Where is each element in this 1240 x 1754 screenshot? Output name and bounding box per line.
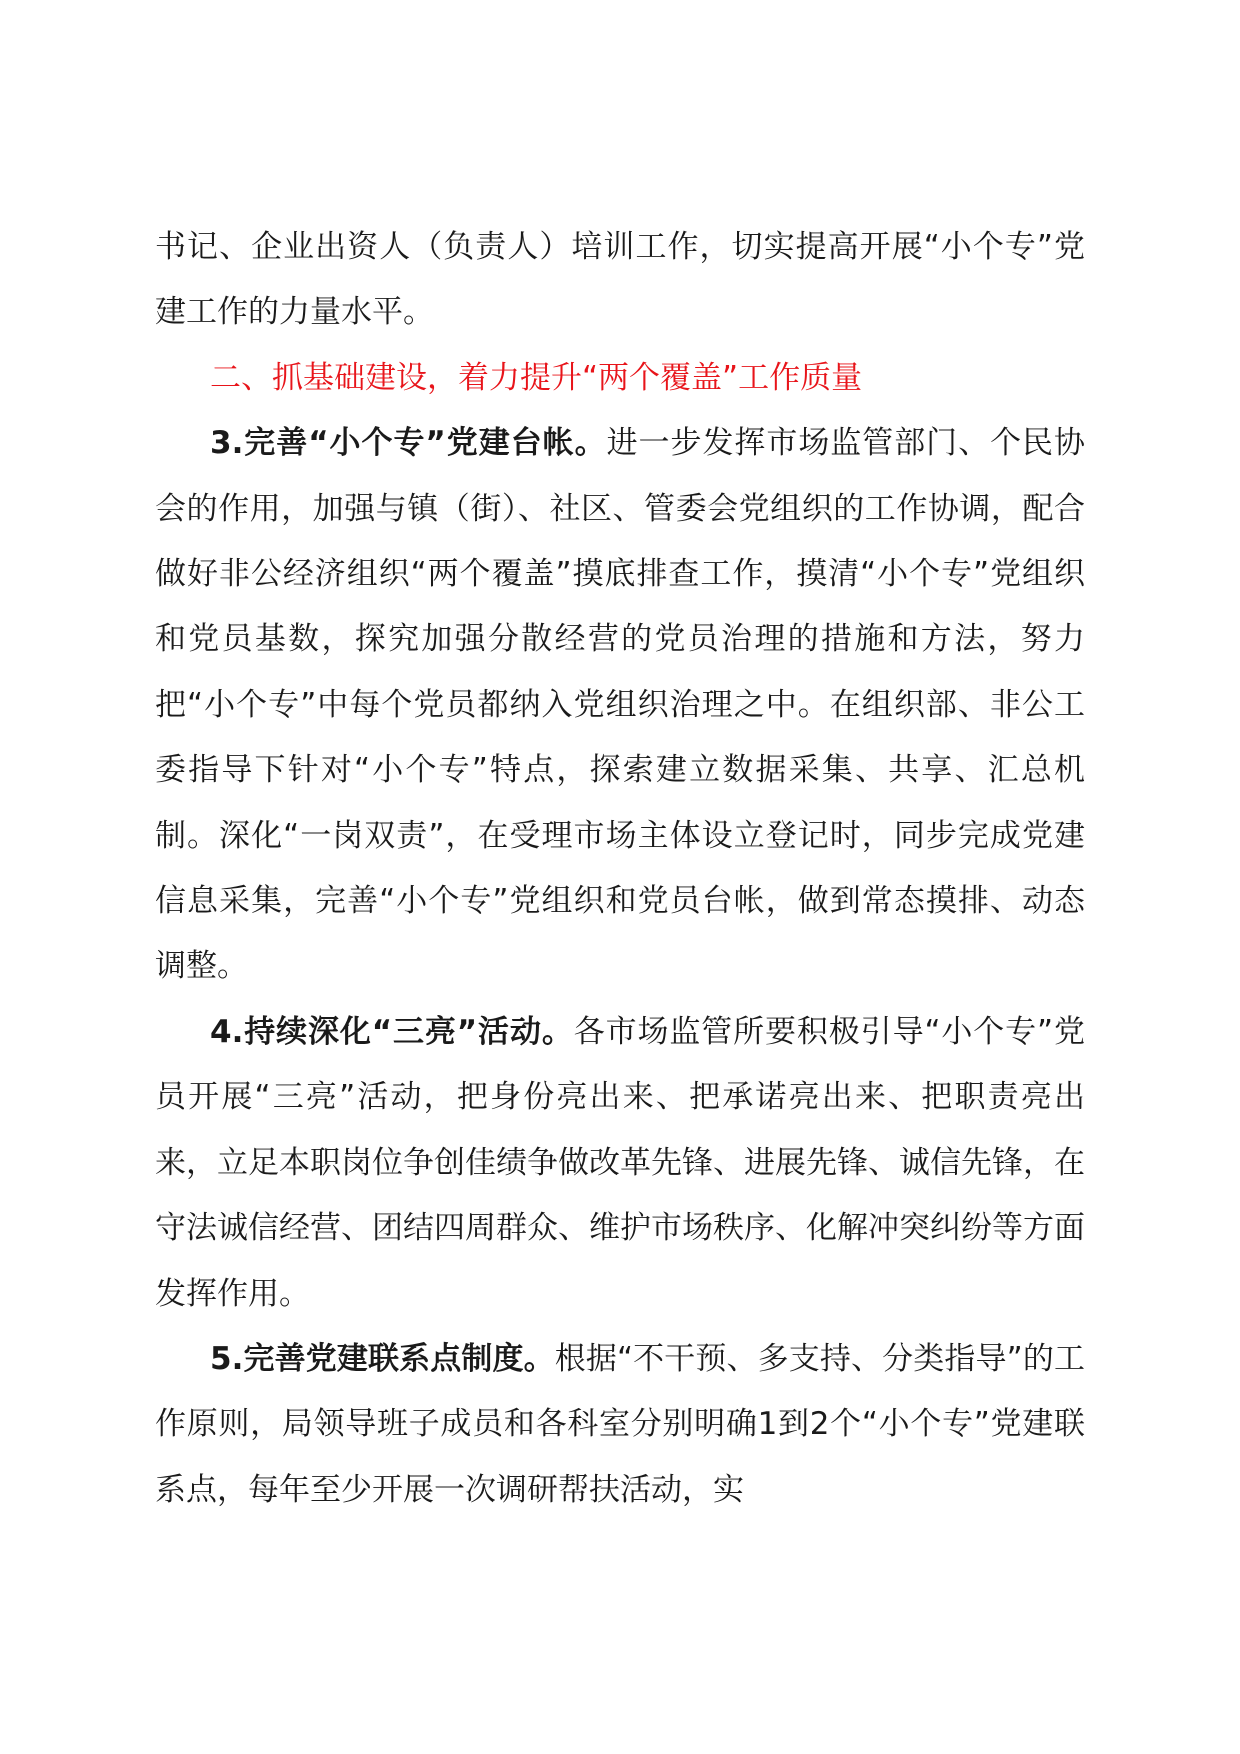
item-3-body: 进一步发挥市场监管部门、个民协会的作用，加强与镇（街）、社区、管委会党组织的工作协调，配合做好非公经济组织“两个覆盖”摸底排查工作，摸清“小个专”党组织和党员基数，探究加强分散经营的党员治理的措施和方法，努力把“小个专”中每个党员都纳入党组织治理之中。在组织部、非公工委指导下针对“小个专”特点，探索建立数据采集、共享、汇总机制。深化“一岗双责”，在受理市场主体设立登记时，同步完成党建信息采集，完善“小个专”党组织和党员台帐，做到常态摸排、动态调整。 xyxy=(155,425,1086,985)
document-body xyxy=(155,215,1085,1523)
paragraph-continuation: 书记、企业出资人（负责人）培训工作，切实提高开展“小个专”党建工作的力量水平。 xyxy=(155,229,1085,331)
item-4-lead: 4.持续深化“三亮”活动。 xyxy=(210,1013,574,1050)
item-5-lead: 5.完善党建联系点制度。 xyxy=(210,1340,555,1377)
item-4-paragraph xyxy=(155,1000,1085,1327)
item-4-body: 各市场监管所要积极引导“小个专”党员开展“三亮”活动，把身份亮出来、把承诺亮出来、把职责亮出来，立足本职岗位争创佳绩争做改革先锋、进展先锋、诚信先锋，在守法诚信经营、团结四周群众、维护市场秩序、化解冲突纠纷等方面发挥作用。 xyxy=(155,1013,1085,1312)
item-3-lead: 3.完善“小个专”党建台帐。 xyxy=(210,425,607,462)
item-5-body: 根据“不干预、多支持、分类指导”的工作原则，局领导班子成员和各科室分别明确1到2个“小个专”党建联系点，每年至少开展一次调研帮扶活动，实 xyxy=(155,1340,1085,1508)
section-heading: 二、抓基础建设，着力提升“两个覆盖”工作质量 xyxy=(210,359,863,396)
item-5-paragraph xyxy=(155,1327,1085,1523)
item-3-paragraph xyxy=(155,411,1085,1000)
